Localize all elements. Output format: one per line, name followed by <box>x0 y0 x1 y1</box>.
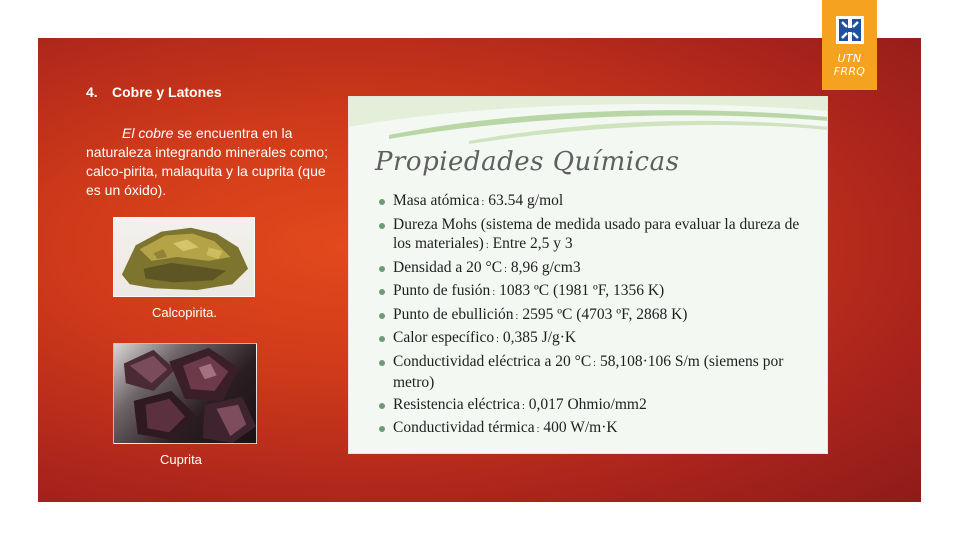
property-item: Calor específico : 0,385 J/g·K <box>379 328 801 350</box>
logo-text: UTN FRRQ <box>833 52 866 78</box>
intro-paragraph <box>86 124 338 200</box>
property-item: Resistencia eléctrica : 0,017 Ohmio/mm2 <box>379 395 801 417</box>
utn-frrq-logo <box>822 0 877 90</box>
chalcopyrite-photo <box>113 217 255 297</box>
property-item: Dureza Mohs (sistema de medida usado para evaluar la dureza de los materiales) : Entre 2,5 y 3 <box>379 215 801 256</box>
panel-title: Propiedades Químicas <box>375 147 680 177</box>
properties-panel <box>348 96 828 454</box>
section-heading <box>86 84 222 100</box>
property-item: Masa atómica : 63.54 g/mol <box>379 191 801 213</box>
property-item: Densidad a 20 °C : 8,96 g/cm3 <box>379 258 801 280</box>
intro-text: se encuentra en la naturaleza integrando minerales como; calco-pirita, malaquita y la cuprita (que es un óxido). <box>86 125 329 198</box>
cuprite-caption: Cuprita <box>160 452 202 467</box>
property-item: Punto de fusión : 1083 ºC (1981 ºF, 1356 K) <box>379 281 801 303</box>
section-number: 4. <box>86 84 98 100</box>
cuprite-photo <box>113 343 257 444</box>
property-item: Conductividad eléctrica a 20 °C : 58,108·106 S/m (siemens por metro) <box>379 352 801 393</box>
section-title: Cobre y Latones <box>112 84 222 100</box>
properties-list <box>379 191 801 442</box>
property-item: Punto de ebullición : 2595 ºC (4703 ºF, 2868 K) <box>379 305 801 327</box>
chalcopyrite-caption: Calcopirita. <box>152 305 218 320</box>
intro-emphasis: El cobre <box>122 125 174 141</box>
utn-emblem-icon <box>836 16 864 44</box>
property-item: Conductividad térmica : 400 W/m·K <box>379 418 801 440</box>
